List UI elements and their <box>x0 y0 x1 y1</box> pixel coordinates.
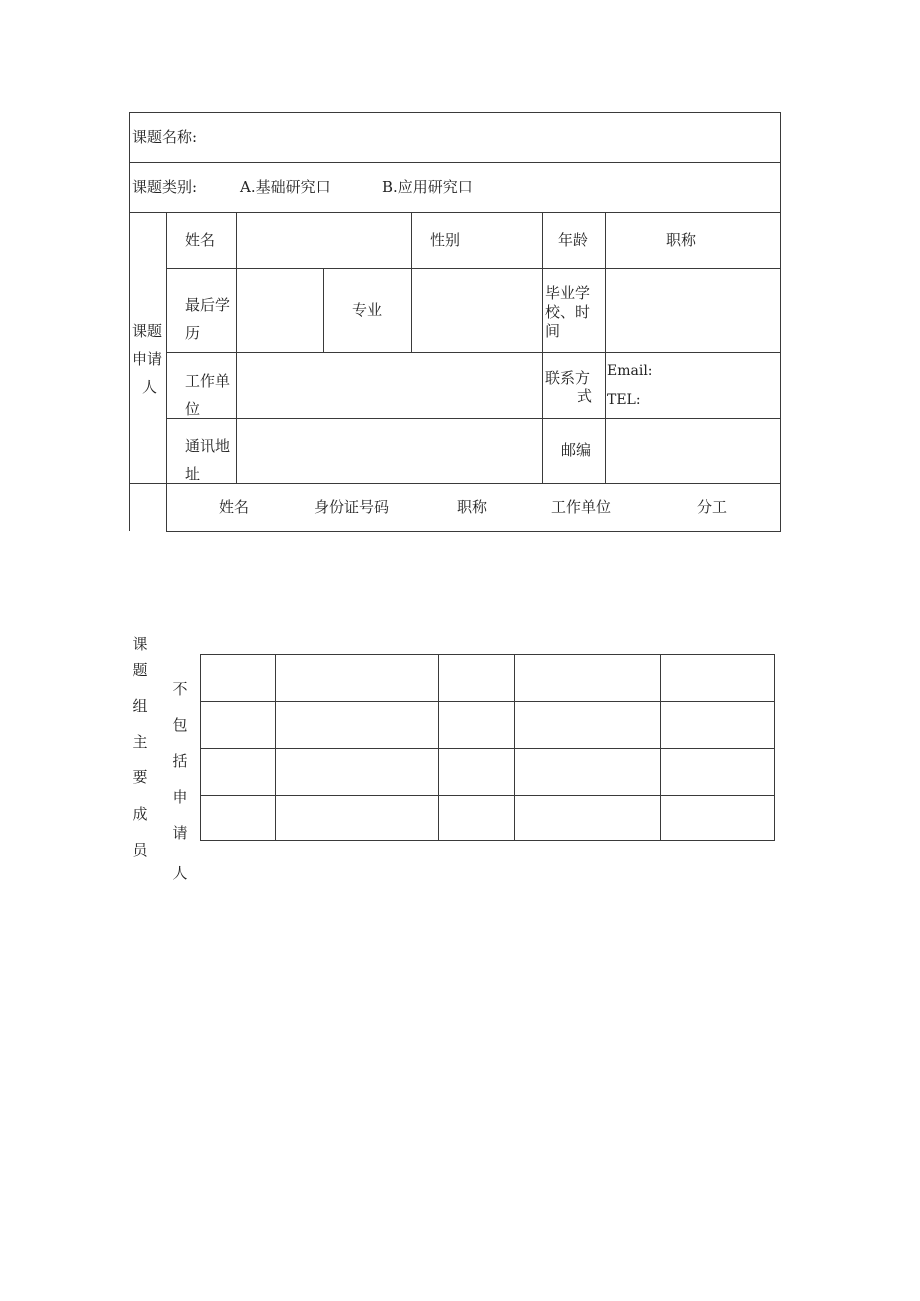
rule <box>660 654 661 841</box>
side-char: 题 <box>132 661 148 679</box>
work-unit-field[interactable] <box>242 371 536 399</box>
note-char: 申 <box>172 788 188 806</box>
rule <box>774 654 775 841</box>
applicant-label-line: 人 <box>142 378 158 396</box>
rule <box>542 212 543 484</box>
rule <box>166 352 780 353</box>
member-row-1-work-unit[interactable] <box>519 665 655 691</box>
member-header-id: 身份证号码 <box>314 498 390 516</box>
postcode-label: 邮编 <box>561 441 592 459</box>
tel-label: TEL: <box>607 392 641 408</box>
contact-label-line: 式 <box>577 387 593 405</box>
member-header-title: 职称 <box>457 498 488 516</box>
education-label-line: 历 <box>185 324 201 342</box>
rule <box>411 212 412 269</box>
graduation-label-line: 校、时 <box>545 303 591 321</box>
rule <box>411 268 412 353</box>
member-row-3-id[interactable] <box>280 759 432 785</box>
note-char: 括 <box>172 752 188 770</box>
rule <box>200 654 201 841</box>
member-row-3-name[interactable] <box>205 759 269 785</box>
rule <box>275 654 276 841</box>
member-row-4-role[interactable] <box>665 805 769 831</box>
graduation-field[interactable] <box>611 296 774 324</box>
graduation-label-line: 毕业学 <box>545 284 591 302</box>
rule <box>200 795 775 796</box>
rule <box>323 268 324 353</box>
major-field[interactable] <box>417 296 537 324</box>
member-row-1-name[interactable] <box>205 665 269 691</box>
note-char: 不 <box>172 680 188 698</box>
rule <box>200 654 775 655</box>
member-row-2-title[interactable] <box>443 712 509 738</box>
member-row-2-id[interactable] <box>280 712 432 738</box>
member-row-1-id[interactable] <box>280 665 432 691</box>
address-label-line: 址 <box>185 465 201 483</box>
member-row-4-work-unit[interactable] <box>519 805 655 831</box>
rule <box>514 654 515 841</box>
applicant-label-line: 课题 <box>132 322 163 340</box>
rule <box>129 162 780 163</box>
member-row-2-name[interactable] <box>205 712 269 738</box>
name-label: 姓名 <box>185 231 216 249</box>
member-row-4-name[interactable] <box>205 805 269 831</box>
rule <box>129 212 780 213</box>
note-char: 请 <box>172 824 188 842</box>
name-field[interactable] <box>242 226 406 254</box>
member-row-3-work-unit[interactable] <box>519 759 655 785</box>
option-basic-research[interactable]: A.基础研究口 <box>240 178 331 196</box>
member-row-2-work-unit[interactable] <box>519 712 655 738</box>
member-row-3-title[interactable] <box>443 759 509 785</box>
applicant-section-label <box>132 317 162 401</box>
address-field[interactable] <box>242 437 536 465</box>
topic-type-label: 课题类别: <box>132 178 198 196</box>
rule <box>605 212 606 484</box>
rule <box>166 268 780 269</box>
education-label <box>185 291 230 347</box>
member-row-1-title[interactable] <box>443 665 509 691</box>
graduation-label <box>545 284 590 341</box>
note-char: 包 <box>172 716 188 734</box>
work-unit-label-line: 工作单 <box>185 372 231 390</box>
rule <box>200 840 775 841</box>
member-row-2-role[interactable] <box>665 712 769 738</box>
members-exclusion-note <box>170 678 190 888</box>
rule <box>166 531 780 532</box>
contact-label <box>545 369 592 405</box>
member-row-1-role[interactable] <box>665 665 769 691</box>
education-label-line: 最后学 <box>185 296 231 314</box>
title-label: 职称 <box>666 231 697 249</box>
rule <box>129 112 780 113</box>
side-char: 课 <box>132 635 148 653</box>
rule <box>129 112 130 531</box>
work-unit-label-line: 位 <box>185 400 201 418</box>
work-unit-label <box>185 367 230 423</box>
member-row-4-id[interactable] <box>280 805 432 831</box>
topic-name-label: 课题名称: <box>132 128 198 146</box>
address-label-line: 通讯地 <box>185 437 231 455</box>
tel-field[interactable] <box>645 389 774 411</box>
rule <box>200 701 775 702</box>
address-label <box>185 432 230 488</box>
note-char: 人 <box>172 864 188 882</box>
member-header-work-unit: 工作单位 <box>551 498 612 516</box>
graduation-label-line: 间 <box>545 322 561 340</box>
member-header-role: 分工 <box>697 498 728 516</box>
topic-name-field[interactable] <box>210 124 770 150</box>
side-char: 组 <box>132 697 148 715</box>
side-char: 成 <box>132 805 148 823</box>
email-label: Email: <box>607 363 653 379</box>
rule <box>236 212 237 484</box>
members-side-label <box>130 633 150 873</box>
side-char: 员 <box>132 841 148 859</box>
member-row-3-role[interactable] <box>665 759 769 785</box>
education-field[interactable] <box>242 296 318 324</box>
side-char: 要 <box>132 768 148 786</box>
postcode-field[interactable] <box>611 437 774 465</box>
rule <box>166 418 780 419</box>
member-row-4-title[interactable] <box>443 805 509 831</box>
contact-label-line: 联系方 <box>545 369 591 387</box>
major-label: 专业 <box>352 301 383 319</box>
email-field[interactable] <box>660 360 774 382</box>
gender-label: 性别 <box>430 231 461 249</box>
age-label: 年龄 <box>558 231 589 249</box>
rule <box>780 112 781 532</box>
side-char: 主 <box>132 733 148 751</box>
rule <box>166 212 167 532</box>
rule <box>200 748 775 749</box>
option-applied-research[interactable]: B.应用研究口 <box>382 178 473 196</box>
rule <box>438 654 439 841</box>
member-header-name: 姓名 <box>219 498 250 516</box>
applicant-label-line: 申请 <box>132 350 163 368</box>
